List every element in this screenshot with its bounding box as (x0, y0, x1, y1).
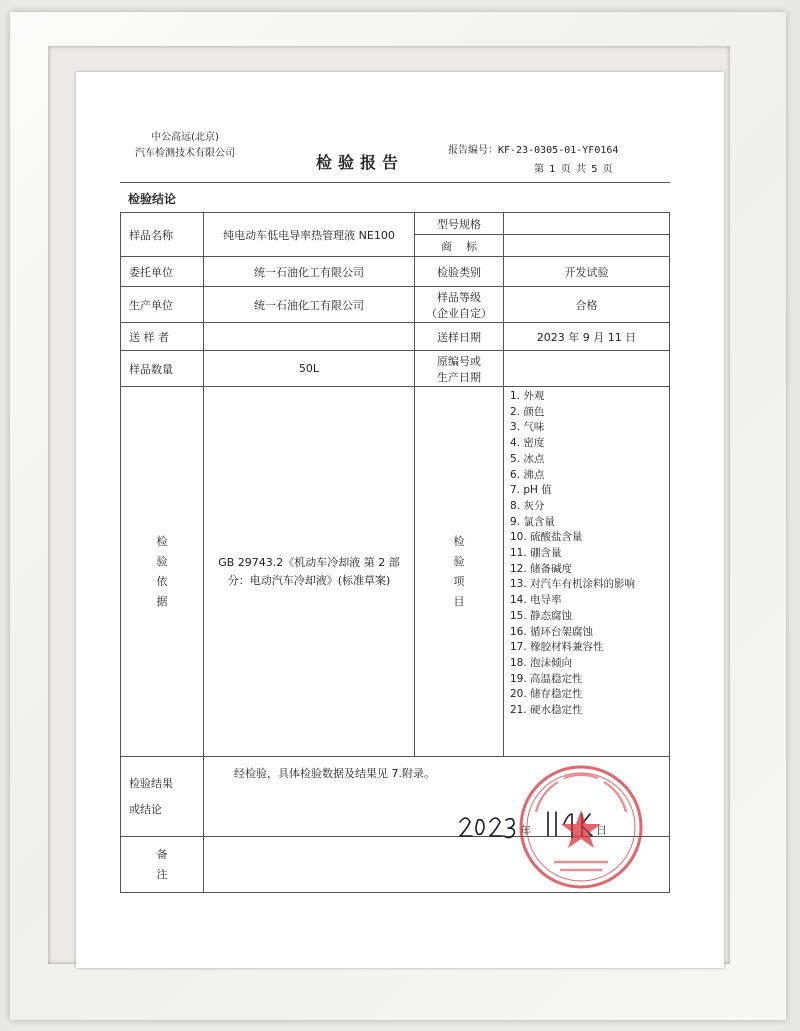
test-item: 2. 颜色 (510, 405, 545, 418)
test-type-label: 检验类别 (415, 257, 504, 287)
test-item: 20. 储存稳定性 (510, 688, 583, 701)
test-item: 4. 密度 (510, 437, 545, 450)
sign-day-char: 日 (596, 824, 607, 837)
test-item: 15. 静态腐蚀 (510, 609, 573, 622)
result-text: 经检验，具体检验数据及结果见 7.附录。 (234, 767, 435, 780)
test-item: 21. 硬水稳定性 (510, 704, 583, 717)
basis-label (121, 387, 204, 757)
send-date-label: 送样日期 (415, 323, 504, 351)
model-value (504, 213, 670, 235)
grade-label-line1: 样品等级 (437, 290, 481, 304)
grade-label (415, 287, 504, 323)
test-items-label-char: 验 (453, 554, 465, 568)
issuer-line2: 汽车检测技术有限公司 (135, 148, 235, 159)
result-label (121, 757, 204, 837)
test-item: 8. 灰分 (510, 499, 545, 512)
basis-label-char: 检 (156, 534, 168, 548)
test-items-list (504, 387, 670, 757)
orig-no-label-line1: 原编号或 (437, 354, 481, 368)
test-item: 3. 气味 (510, 421, 545, 434)
client-value: 统一石油化工有限公司 (204, 257, 415, 287)
brand-value (504, 235, 670, 257)
issuer-line1: 中公高远(北京) (151, 132, 219, 143)
official-seal (516, 762, 646, 892)
test-item: 14. 电导率 (510, 594, 562, 607)
test-item: 17. 橡胶材料兼容性 (510, 641, 604, 654)
test-items-label-char: 检 (453, 534, 465, 548)
model-label: 型号规格 (415, 213, 504, 235)
section-title: 检验结论 (128, 192, 177, 206)
producer-value: 统一石油化工有限公司 (204, 287, 415, 323)
page-info: 第 1 页 共 5 页 (534, 164, 614, 175)
orig-no-value (504, 351, 670, 387)
client-label: 委托单位 (121, 257, 204, 287)
grade-value: 合格 (504, 287, 670, 323)
brand-label: 商 标 (415, 235, 504, 257)
test-item: 13. 对汽车有机涂料的影响 (510, 578, 636, 591)
test-items-label (415, 387, 504, 757)
test-item: 19. 高温稳定性 (510, 672, 583, 685)
remarks-label (121, 837, 204, 893)
test-item: 16. 循环台架腐蚀 (510, 625, 594, 638)
orig-no-label (415, 351, 504, 387)
sender-value (204, 323, 415, 351)
test-item: 11. 硼含量 (510, 547, 562, 560)
report-number-value: KF-23-0305-01-YF0164 (498, 145, 619, 156)
result-label-line2: 或结论 (129, 802, 162, 816)
sample-name-value: 纯电动车低电导率热管理液 NE100 (204, 213, 415, 257)
test-item: 1. 外观 (510, 390, 545, 402)
test-items-label-char: 项 (453, 574, 465, 588)
test-item: 5. 冰点 (510, 452, 545, 465)
producer-label: 生产单位 (121, 287, 204, 323)
test-item: 12. 储备碱度 (510, 562, 573, 575)
orig-no-label-line2: 生产日期 (437, 370, 481, 384)
report-page (76, 72, 724, 968)
remarks-label-char: 注 (156, 867, 168, 881)
basis-label-char: 据 (156, 594, 168, 608)
grade-label-line2: （企业自定） (426, 306, 492, 320)
remarks-label-char: 备 (156, 847, 168, 861)
test-item: 6. 沸点 (510, 468, 545, 481)
sign-year-char: 年 (520, 824, 531, 837)
quantity-label: 样品数量 (121, 351, 204, 387)
test-item: 10. 硫酸盐含量 (510, 531, 583, 544)
basis-label-char: 验 (156, 554, 168, 568)
report-number (448, 142, 618, 160)
test-item: 9. 氯含量 (510, 515, 555, 528)
test-item: 18. 泡沫倾向 (510, 656, 573, 669)
report-title: 检验报告 (316, 153, 405, 172)
issuer (120, 130, 250, 162)
result-label-line1: 检验结果 (129, 776, 173, 790)
test-item: 7. pH 值 (510, 484, 552, 497)
basis-label-char: 依 (156, 574, 168, 588)
sample-name-label: 样品名称 (121, 213, 204, 257)
sender-label: 送 样 者 (121, 323, 204, 351)
basis-value: GB 29743.2《机动车冷却液 第 2 部分：电动汽车冷却液》(标准草案) (204, 387, 415, 757)
test-type-value: 开发试验 (504, 257, 670, 287)
test-items-label-char: 目 (453, 594, 465, 608)
header-divider (120, 182, 670, 183)
send-date-value: 2023 年 9 月 11 日 (504, 323, 670, 351)
report-number-label: 报告编号： (448, 145, 498, 156)
quantity-value: 50L (204, 351, 415, 387)
